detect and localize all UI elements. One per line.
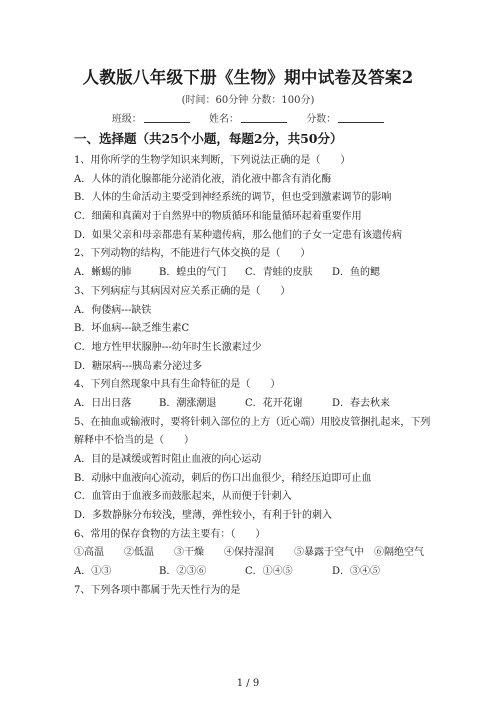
question-stem: 7、下列各项中都属于先天性行为的是 [74, 584, 241, 596]
student-info-fields [0, 110, 496, 125]
document-title: 人教版八年级下册《生物》期中试卷及答案2 [82, 68, 414, 87]
option-c: C．青蛙的皮肤 [245, 267, 313, 279]
inline-options [74, 563, 434, 582]
question-stem: 1、用你所学的生物学知识来判断，下列说法正确的是（ ） [74, 155, 351, 166]
option-d: D．鱼的鳃 [332, 267, 381, 279]
page-number: 1 / 9 [236, 678, 260, 689]
class-field: 班级： [112, 110, 190, 125]
class-blank[interactable] [144, 112, 190, 123]
question-choices: ①高温 ②低温 ③干燥 ④保持湿润 ⑤暴露于空气中 ⑥隔绝空气 [74, 547, 424, 559]
option-a: A．蜥蜴的肺 [74, 267, 132, 279]
option-line: D．如果父亲和母亲都患有某种遗传病，那么他们的子女一定患有该遗传病 [74, 229, 403, 241]
question-stem: 6、常用的保存食物的方法主要有：（ ） [74, 528, 266, 540]
option-d: D．春去秋来 [332, 397, 391, 409]
option-line: B．人体的生命活动主要受到神经系统的调节，但也受到激素调节的影响 [74, 192, 392, 204]
option-line: D．糖尿病---胰岛素分泌过多 [74, 360, 203, 372]
question-stem: 3、下列病症与其病因对应关系正确的是（ ） [74, 285, 291, 297]
option-line: A．目的是减缓或暂时阻止血液的向心运动 [74, 454, 262, 466]
name-field: 姓名： [209, 110, 287, 125]
question-stem: 4、下列自然现象中具有生命特征的是（ ） [74, 379, 281, 391]
score-field: 分数： [306, 110, 384, 125]
option-b: B．潮涨潮退 [159, 397, 217, 409]
option-c: C．花开花谢 [245, 397, 303, 409]
question-list [74, 152, 434, 601]
option-d: D．③④⑤ [332, 566, 381, 578]
option-line: D．多数静脉分布较浅，壁薄，弹性较小，有利于针的刺入 [74, 510, 333, 522]
option-line: A．佝偻病---缺铁 [74, 304, 152, 316]
inline-options [74, 264, 434, 283]
option-line: B．动脉中血液向心流动，刺后的伤口出血很少，稍经压迫即可止血 [74, 472, 372, 484]
question-stem: 2、下列动物的结构，不能进行气体交换的是（ ） [74, 248, 311, 260]
option-line: C．血管由于血液多而鼓胀起来，从而便于针刺入 [74, 491, 292, 503]
option-a: A．①③ [74, 566, 112, 578]
option-line: C．细菌和真菌对于自然界中的物质循环和能量循环起着重要作用 [74, 211, 362, 223]
option-line: B．坏血病---缺乏维生素C [74, 323, 190, 335]
inline-options [74, 395, 434, 414]
score-blank[interactable] [338, 112, 384, 123]
option-b: B．蝗虫的气门 [159, 267, 227, 279]
option-a: A．日出日落 [74, 397, 132, 409]
option-line: A．人体的消化腺都能分泌消化液，消化液中都含有消化酶 [74, 173, 332, 185]
option-line: C．地方性甲状腺肿---幼年时生长激素过少 [74, 341, 262, 353]
option-b: B．②③⑥ [159, 566, 207, 578]
option-c: C．①④⑤ [245, 566, 293, 578]
name-blank[interactable] [241, 112, 287, 123]
exam-time-score: (时间：60分钟 分数：100分) [181, 95, 315, 106]
section-title: 一、选择题（共25个小题，每题2分，共50分） [74, 131, 343, 146]
question-stem: 5、在抽血或输液时，要将针刺入部位的上方（近心端）用胶皮管捆扎起来，下列解释中不恰当的是（ ） [74, 416, 431, 447]
